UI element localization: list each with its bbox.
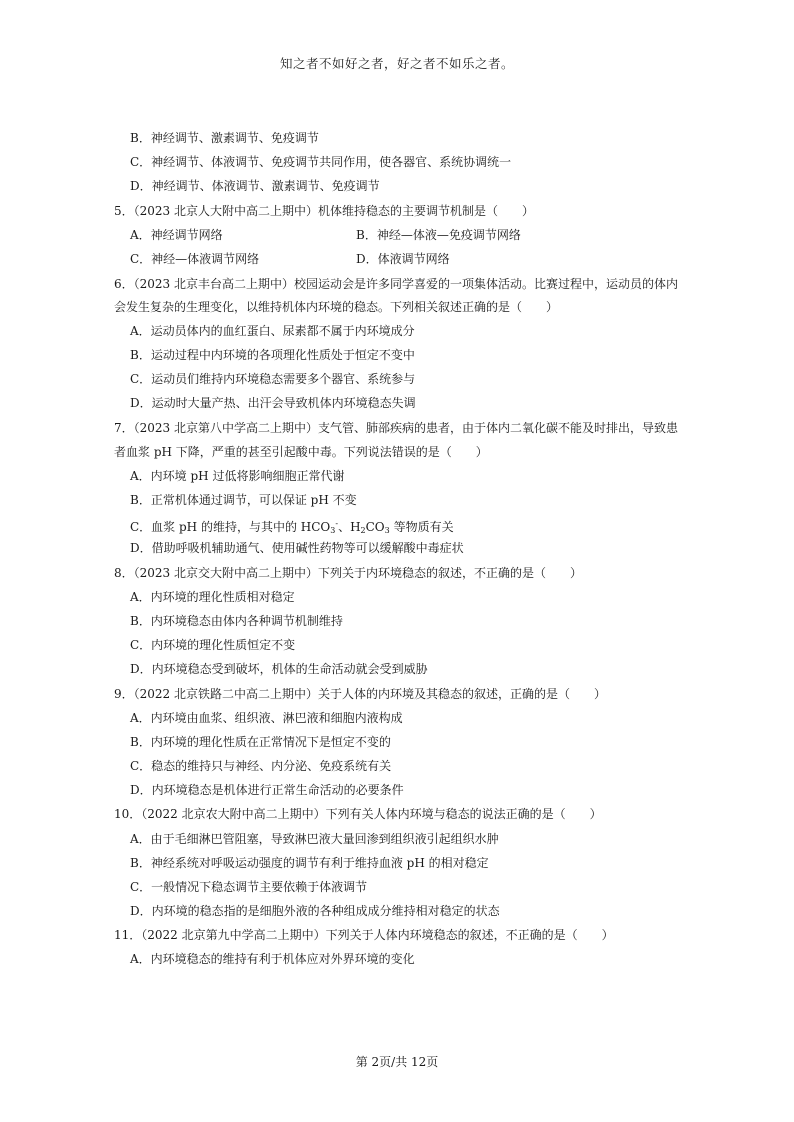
q5-option-d: D．体液调节网络 — [356, 252, 450, 266]
q5-option-a: A．神经调节网络 — [130, 228, 223, 242]
q9-stem: 9．（2022 北京铁路二中高二上期中）关于人体的内环境及其稳态的叙述，正确的是（ ） — [114, 687, 606, 701]
q10-stem: 10．（2022 北京农大附中高二上期中）下列有关人体内环境与稳态的说法正确的是（ ） — [114, 807, 602, 821]
q10-option-d: D．内环境的稳态指的是细胞外液的各种组成成分维持相对稳定的状态 — [130, 904, 500, 918]
q9-option-c: C．稳态的维持只与神经、内分泌、免疫系统有关 — [130, 759, 392, 773]
q6-stem-line1: 6．（2023 北京丰台高二上期中）校园运动会是许多同学喜爱的一项集体活动。比赛过程中，运动员的体内 — [114, 277, 678, 291]
q7-option-d: D．借助呼吸机辅助通气、使用碱性药物等可以缓解酸中毒症状 — [130, 541, 464, 555]
q5-option-b: B．神经—体液—免疫调节网络 — [356, 228, 521, 242]
q7-option-c — [130, 516, 454, 539]
q8-option-a: A．内环境的理化性质相对稳定 — [130, 590, 295, 604]
page-footer-page-number: 第 2页/共 12页 — [355, 1055, 439, 1069]
q9-option-b: B．内环境的理化性质在正常情况下是恒定不变的 — [130, 735, 391, 749]
q6-stem-line2: 会发生复杂的生理变化，以维持机体内环境的稳态。下列相关叙述正确的是（ ） — [114, 300, 559, 314]
q6-option-c: C．运动员们维持内环境稳态需要多个器官、系统参与 — [130, 372, 416, 386]
q4-option-b: B．神经调节、激素调节、免疫调节 — [130, 131, 319, 145]
q7-option-b: B．正常机体通过调节，可以保证 pH 不变 — [130, 493, 357, 507]
q7-option-c-sub-3: 3 — [384, 526, 390, 535]
q7-option-c-text-3: CO — [365, 520, 385, 534]
q10-option-b: B．神经系统对呼吸运动强度的调节有利于维持血液 pH 的相对稳定 — [130, 856, 489, 870]
q11-option-a: A．内环境稳态的维持有利于机体应对外界环境的变化 — [130, 952, 415, 966]
q10-option-a: A．由于毛细淋巴管阻塞，导致淋巴液大量回渗到组织液引起组织水肿 — [130, 832, 499, 846]
q4-option-c: C．神经调节、体液调节、免疫调节共同作用，使各器官、系统协调统一 — [130, 155, 512, 169]
q4-option-d: D．神经调节、体液调节、激素调节、免疫调节 — [130, 179, 380, 193]
q7-stem-line2: 者血浆 pH 下降，严重的甚至引起酸中毒。下列说法错误的是（ ） — [114, 445, 488, 459]
q8-option-b: B．内环境稳态由体内各种调节机制维持 — [130, 614, 343, 628]
q9-option-d: D．内环境稳态是机体进行正常生命活动的必要条件 — [130, 783, 404, 797]
q7-option-a: A．内环境 pH 过低将影响细胞正常代谢 — [130, 469, 345, 483]
q10-option-c: C．一般情况下稳态调节主要依赖于体液调节 — [130, 880, 368, 894]
q7-option-c-sub-2: 2 — [360, 526, 366, 535]
q7-option-c-text-4: 等物质有关 — [389, 520, 454, 534]
q7-option-c-sub-1: 3 — [330, 526, 336, 535]
q8-option-c: C．内环境的理化性质恒定不变 — [130, 638, 296, 652]
q11-stem: 11．（2022 北京第九中学高二上期中）下列关于人体内环境稳态的叙述，不正确的是（ ） — [114, 928, 614, 942]
q9-option-a: A．内环境由血浆、组织液、淋巴液和细胞内液构成 — [130, 711, 403, 725]
q5-stem: 5．（2023 北京人大附中高二上期中）机体维持稳态的主要调节机制是（ ） — [114, 204, 534, 218]
page-header-motto: 知之者不如好之者，好之者不如乐之者。 — [279, 56, 514, 71]
q6-option-d: D．运动时大量产热、出汗会导致机体内环境稳态失调 — [130, 396, 416, 410]
q7-stem-line1: 7．（2023 北京第八中学高二上期中）支气管、肺部疾病的患者，由于体内二氧化碳不能及时排出，导致患 — [114, 421, 678, 435]
q6-option-b: B．运动过程中内环境的各项理化性质处于恒定不变中 — [130, 348, 415, 362]
q5-option-c: C．神经—体液调节网络 — [130, 252, 260, 266]
q8-stem: 8．（2023 北京交大附中高二上期中）下列关于内环境稳态的叙述，不正确的是（ ） — [114, 566, 582, 580]
q7-option-c-sup-1: - — [335, 519, 339, 528]
q7-option-c-text-2: 、H — [338, 520, 361, 534]
q7-option-c-text-1: C．血浆 pH 的维持，与其中的 HCO — [130, 520, 331, 534]
q6-option-a: A．运动员体内的血红蛋白、尿素都不属于内环境成分 — [130, 324, 415, 338]
q8-option-d: D．内环境稳态受到破坏，机体的生命活动就会受到威胁 — [130, 662, 428, 676]
